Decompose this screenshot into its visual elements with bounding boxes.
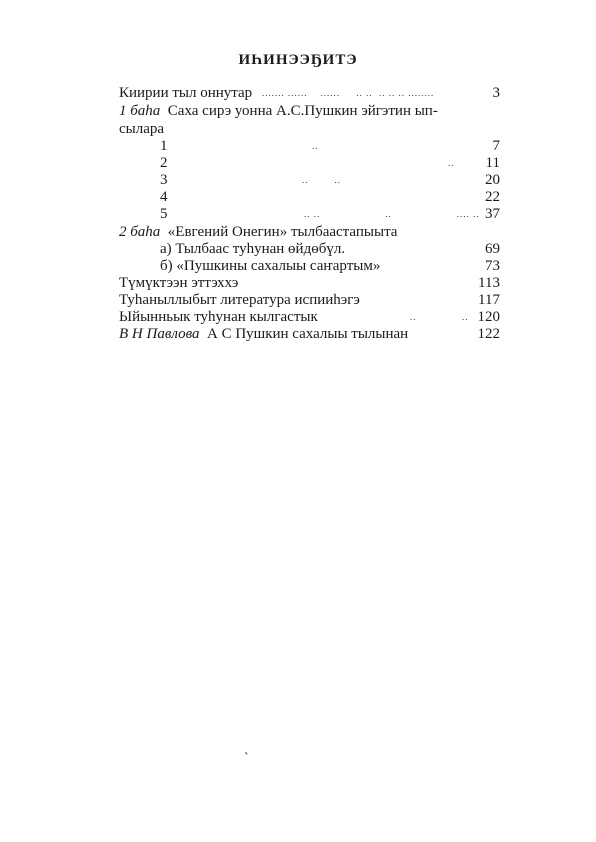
- toc-entry: [119, 275, 238, 292]
- toc-page-number: 7: [492, 138, 500, 154]
- toc-page-number: 37: [485, 206, 500, 222]
- page-title: ИҺИНЭЭҔИТЭ: [238, 52, 358, 68]
- toc-entry-text: 3: [160, 172, 168, 188]
- toc-page-number: 69: [485, 241, 500, 257]
- toc-entry-text: Түмүктээн эттэххэ: [119, 275, 239, 291]
- toc-entry: [119, 326, 408, 343]
- toc-entry-text: б) «Пушкины сахалыы саҥартым»: [160, 258, 381, 274]
- toc-page-number: 122: [477, 326, 500, 342]
- toc-page-number: 22: [485, 189, 500, 205]
- toc-entry-text: сылара: [119, 121, 165, 137]
- toc-page-number: 73: [485, 258, 500, 274]
- leader-dots: .. ..: [410, 312, 469, 322]
- leader-dots: ..: [448, 158, 455, 168]
- toc-entry-text: «Евгений Онегин» тылбаастапыыта: [167, 224, 398, 240]
- leader-dots: ....... ...... ...... .. .. .. .. .. ........: [262, 88, 435, 98]
- toc-entry: [160, 172, 168, 189]
- leader-dots: .. ..: [302, 175, 341, 185]
- toc-entry-text: Ыйынньык туһунан кылгастык: [119, 309, 318, 325]
- leader-dots: .. .. .. .... ..: [304, 209, 480, 219]
- toc-page-number: 120: [477, 309, 500, 325]
- toc-entry: [160, 138, 168, 155]
- toc-entry: [160, 189, 168, 206]
- toc-entry-text: А С Пушкин сахалыы тылынан: [206, 326, 409, 342]
- toc-entry: [119, 85, 252, 102]
- toc-page-number: 113: [478, 275, 500, 291]
- toc-chapter-prefix: 2 баһа: [119, 224, 161, 240]
- toc-entry: [119, 224, 397, 241]
- toc-entry-text: 5: [160, 206, 168, 222]
- toc-entry: [160, 258, 380, 275]
- toc-entry: [119, 309, 318, 326]
- toc-page-number: 20: [485, 172, 500, 188]
- toc-entry-text: 4: [160, 189, 168, 205]
- toc-author-prefix: В Н Павлова: [119, 326, 200, 342]
- toc-chapter-prefix: 1 баһа: [119, 103, 161, 119]
- toc-entry-text: 2: [160, 155, 168, 171]
- toc-page-number: 11: [485, 155, 500, 171]
- toc-entry-text: 1: [160, 138, 168, 154]
- toc-entry-text: Киирии тыл оннутар: [119, 85, 253, 101]
- toc-entry: [160, 206, 168, 223]
- toc-page-number: 3: [492, 85, 500, 101]
- toc-page-number: 117: [478, 292, 500, 308]
- page-mark: `: [244, 751, 249, 766]
- leader-dots: ..: [312, 141, 319, 151]
- toc-entry: [160, 155, 168, 172]
- toc-entry: [119, 103, 438, 120]
- toc-entry: [119, 121, 164, 138]
- toc-entry: [119, 292, 360, 309]
- toc-entry-text: Туһаныллыбыт литература испииһэгэ: [119, 292, 360, 308]
- toc-entry-text: а) Тылбаас туһунан өйдөбүл.: [160, 241, 346, 257]
- toc-entry-text: Саха сирэ уонна А.С.Пушкин эйгэтин ып-: [167, 103, 438, 119]
- toc-entry: [160, 241, 345, 258]
